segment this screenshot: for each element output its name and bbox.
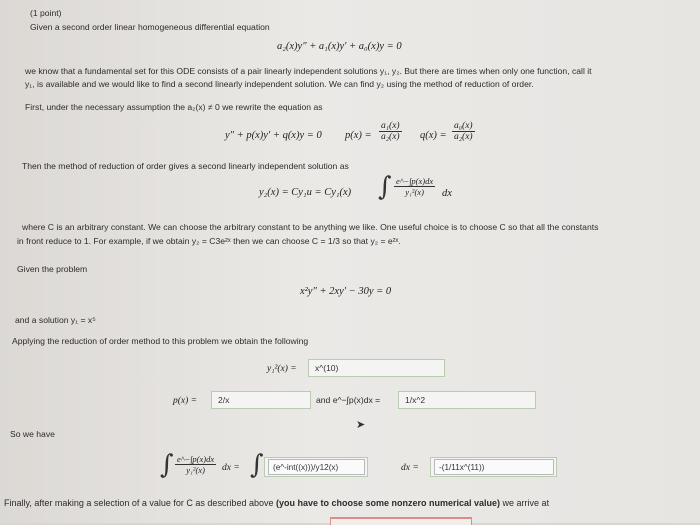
final-instruction-suffix: we arrive at [500,498,550,508]
integral-sign-icon-3: ∫ [250,450,264,480]
intro-line: Given a second order linear homogeneous differential equation [30,22,270,32]
exp-label: and e^−∫p(x)dx = [316,395,381,405]
y2-integrand-fraction [394,176,435,197]
p-def-fraction [379,121,402,142]
q-def-denominator: a₂(x) [454,132,473,142]
inner-integrand-wrapper [264,457,368,477]
final-instruction [4,498,549,508]
px-answer-field[interactable]: 2/x [211,391,311,409]
p-def-denominator: a₂(x) [381,132,400,142]
integral-sign-icon: ∫ [378,172,392,202]
q-def-label: q(x) = [420,130,447,141]
rewritten-equation: y″ + p(x)y′ + q(x)y = 0 [225,130,322,141]
y2-integral-dx: dx [442,188,452,199]
mouse-cursor-icon: ➤ [356,419,366,431]
paragraph-rewrite: First, under the necessary assumption the a₂(x) ≠ 0 we rewrite the equation as [25,102,323,112]
result-dx-equals: dx = [401,463,419,473]
so-we-have-label: So we have [10,429,55,439]
solution-line: and a solution y₁ = x⁵ [15,315,96,325]
next-answer-field[interactable] [330,517,472,525]
answer-dx-equals: dx = [222,463,240,473]
problem-equation: x²y″ + 2xy′ − 30y = 0 [300,286,392,297]
y2-formula: y₂(x) = Cy₁u = Cy₁(x) [259,187,352,198]
integral-sign-icon-2: ∫ [160,450,174,480]
paragraph-constant: where C is an arbitrary constant. We can choose the arbitrary constant to be anything we like. One useful choice is to choose C so that all the constants [22,222,599,232]
p-def-numerator: a₁(x) [381,121,400,131]
answer-integrand-fraction [175,454,216,475]
points-label: (1 point) [30,8,62,18]
answer-integrand-denominator: y₁²(x) [186,465,205,475]
q-def-fraction [452,121,475,142]
result-answer-field[interactable]: -(1/11x^(11)) [434,459,554,475]
applying-line: Applying the reduction of order method to this problem we obtain the following [12,336,309,346]
ode-equation: a₂(x)y″ + a₁(x)y′ + a₀(x)y = 0 [277,41,402,52]
paragraph-constant-2: in front reduce to 1. For example, if we obtain y₂ = C3e²ˣ then we can choose C = 1/3 so that y₂ = e²ˣ. [17,236,401,246]
y1sq-label: y₁²(x) = [267,364,297,374]
inner-integrand-field[interactable]: (e^-int((x)))/y12(x) [268,459,365,475]
given-problem-label: Given the problem [17,264,88,274]
paragraph-fundamental-set-2: y₁, is available and we would like to find a second linearly independent solution. We can find y₂ using the method of reduction of order. [25,79,534,89]
y1sq-answer-field[interactable]: x^(10) [308,359,445,377]
paragraph-fundamental-set: we know that a fundamental set for this ODE consists of a pair linearly independent solutions y₁, y₂. But there are times when only one function, call it [25,66,592,76]
q-def-numerator: a₀(x) [454,121,473,131]
result-wrapper [430,457,557,477]
px-label: p(x) = [173,396,198,406]
y2-integrand-numerator: e^−∫p(x)dx [396,176,434,186]
exp-answer-field[interactable]: 1/x^2 [398,391,536,409]
final-instruction-bold: (you have to choose some nonzero numerical value) [275,498,501,508]
paragraph-reduction: Then the method of reduction of order gives a second linearly independent solution as [22,161,349,171]
answer-integrand-numerator: e^−∫p(x)dx [177,454,215,464]
final-instruction-prefix: Finally, after making a selection of a value for C as described above [4,498,276,508]
y2-integrand-denominator: y₁²(x) [405,187,424,197]
p-def-label: p(x) = [345,130,372,141]
